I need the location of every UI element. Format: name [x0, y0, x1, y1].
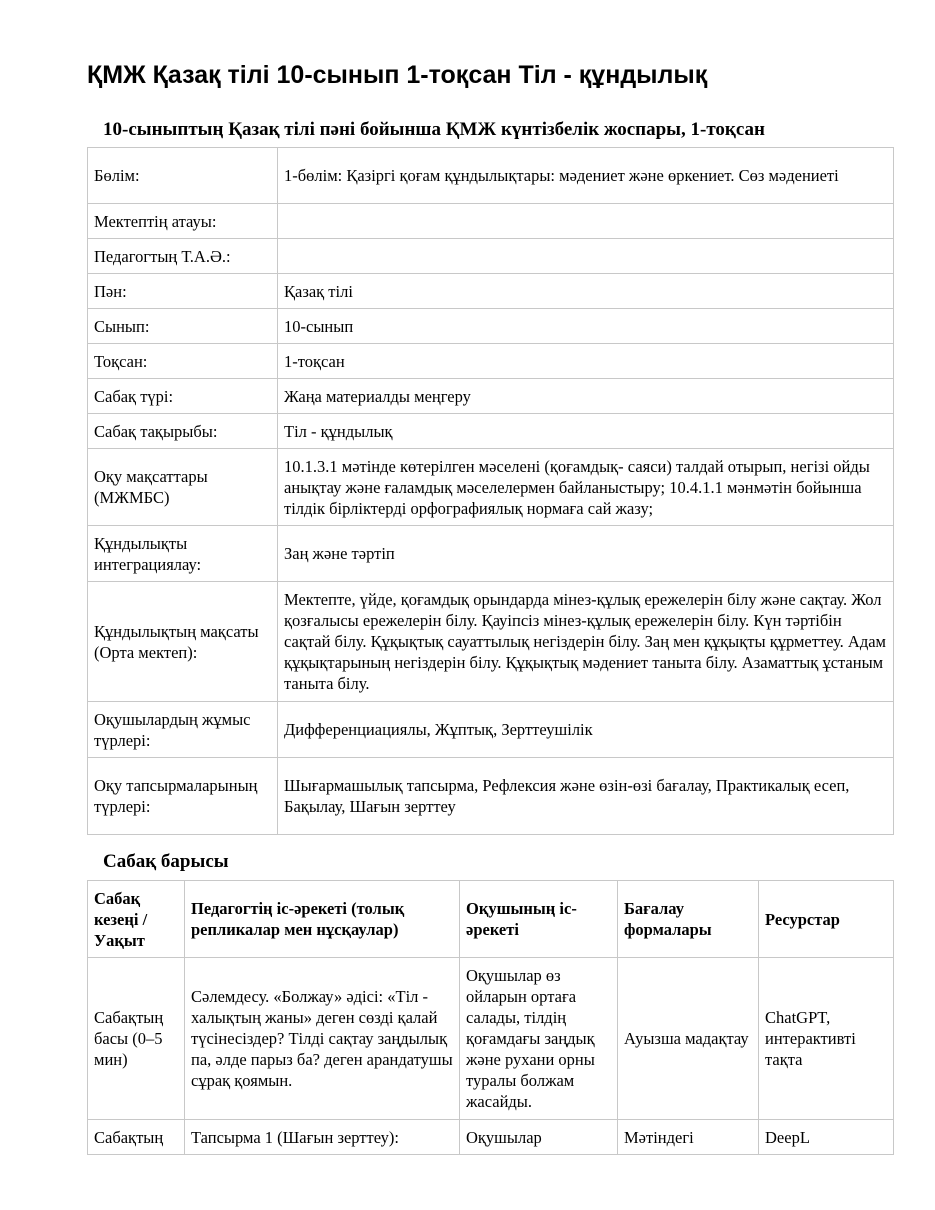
table-row: [88, 274, 894, 309]
info-label: Мектептің атауы:: [88, 204, 278, 239]
table-cell: ChatGPT, интерактивті тақта: [759, 958, 894, 1120]
table-cell: DeepL: [759, 1120, 894, 1155]
info-value: Дифференциациялы, Жұптық, Зерттеушілік: [278, 702, 894, 758]
info-value: Қазақ тілі: [278, 274, 894, 309]
column-header: Педагогтің іс-әрекеті (толық репликалар мен нұсқаулар): [185, 881, 460, 958]
column-header: Оқушының іс-әрекеті: [460, 881, 618, 958]
info-value: [278, 204, 894, 239]
table-row: [88, 309, 894, 344]
table-cell: Сабақтың басы (0–5 мин): [88, 958, 185, 1120]
lesson-flow-heading: Сабақ барысы: [103, 851, 229, 872]
info-value: 10.1.3.1 мәтінде көтерілген мәселені (қоғамдық- саяси) талдай отырып, негізі ойды анықтау және ғаламдық мәселелермен байланыстыру; 10.4.1.1 мәнмәтін бойынша тілдік бірліктерді орфографиялық нормаға сай жазу;: [278, 449, 894, 526]
table-cell: Сабақтың: [88, 1120, 185, 1155]
table-cell: Сәлемдесу. «Болжау» әдісі: «Тіл - халықтың жаны» деген сөзді қалай түсінесіздер? Тілді сақтау заңдылық па, әлде парыз ба? деген арандатушы сұрақ қоямын.: [185, 958, 460, 1120]
table-row: [88, 414, 894, 449]
table-row: [88, 758, 894, 835]
info-label: Құндылықтың мақсаты (Орта мектеп):: [88, 582, 278, 702]
column-header: Ресурстар: [759, 881, 894, 958]
table-header-row: [88, 881, 894, 958]
info-label: Педагогтың Т.А.Ә.:: [88, 239, 278, 274]
info-value: Мектепте, үйде, қоғамдық орындарда мінез-құлық ережелерін білу және сақтау. Жол қозғалысы ережелерін білу. Қауіпсіз мінез-құлық ережелерін білу. Күн тәртібін сақтай білу. Құқықтық сауаттылық негіздерін білу. Заң мен құқықты құрметтеу. Адам құқықтарының негіздерін білу. Құқықтық мәдениет таныта білу. Азаматтық ұстаным таныта білу.: [278, 582, 894, 702]
table-row: [88, 526, 894, 582]
info-label: Тоқсан:: [88, 344, 278, 379]
table-row: [88, 344, 894, 379]
table-row: [88, 958, 894, 1120]
table-row: [88, 379, 894, 414]
table-row: [88, 582, 894, 702]
info-value: Шығармашылық тапсырма, Рефлексия және өзін-өзі бағалау, Практикалық есеп, Бақылау, Шағын зерттеу: [278, 758, 894, 835]
info-label: Құндылықты интеграциялау:: [88, 526, 278, 582]
table-row: [88, 702, 894, 758]
info-value: [278, 239, 894, 274]
info-value: Тіл - құндылық: [278, 414, 894, 449]
info-label: Сынып:: [88, 309, 278, 344]
table-cell: Мәтіндегі: [618, 1120, 759, 1155]
table-row: [88, 239, 894, 274]
info-label: Оқушылардың жұмыс түрлері:: [88, 702, 278, 758]
table-cell: Оқушылар: [460, 1120, 618, 1155]
lesson-plan-table: [87, 880, 894, 1155]
info-value: Заң және тәртіп: [278, 526, 894, 582]
table-row: [88, 449, 894, 526]
table-cell: Тапсырма 1 (Шағын зерттеу):: [185, 1120, 460, 1155]
table-row: [88, 148, 894, 204]
info-label: Пән:: [88, 274, 278, 309]
plan-subtitle: 10-сыныптың Қазақ тілі пәні бойынша ҚМЖ күнтізбелік жоспары, 1-тоқсан: [103, 119, 765, 140]
info-label: Сабақ тақырыбы:: [88, 414, 278, 449]
info-label: Сабақ түрі:: [88, 379, 278, 414]
info-label: Оқу тапсырмаларының түрлері:: [88, 758, 278, 835]
info-value: 1-бөлім: Қазіргі қоғам құндылықтары: мәдениет және өркениет. Сөз мәдениеті: [278, 148, 894, 204]
info-label: Бөлім:: [88, 148, 278, 204]
table-cell: Ауызша мадақтау: [618, 958, 759, 1120]
info-value: Жаңа материалды меңгеру: [278, 379, 894, 414]
info-label: Оқу мақсаттары (МЖМБС): [88, 449, 278, 526]
column-header: Бағалау формалары: [618, 881, 759, 958]
table-cell: Оқушылар өз ойларын ортаға салады, тілдің қоғамдағы заңдық және рухани орны туралы болжам жасайды.: [460, 958, 618, 1120]
table-row: [88, 204, 894, 239]
document-title: ҚМЖ Қазақ тілі 10-сынып 1-тоқсан Тіл - құндылық: [87, 61, 708, 89]
lesson-info-table: [87, 147, 894, 835]
info-value: 10-сынып: [278, 309, 894, 344]
info-value: 1-тоқсан: [278, 344, 894, 379]
table-row: [88, 1120, 894, 1155]
column-header: Сабақ кезеңі / Уақыт: [88, 881, 185, 958]
